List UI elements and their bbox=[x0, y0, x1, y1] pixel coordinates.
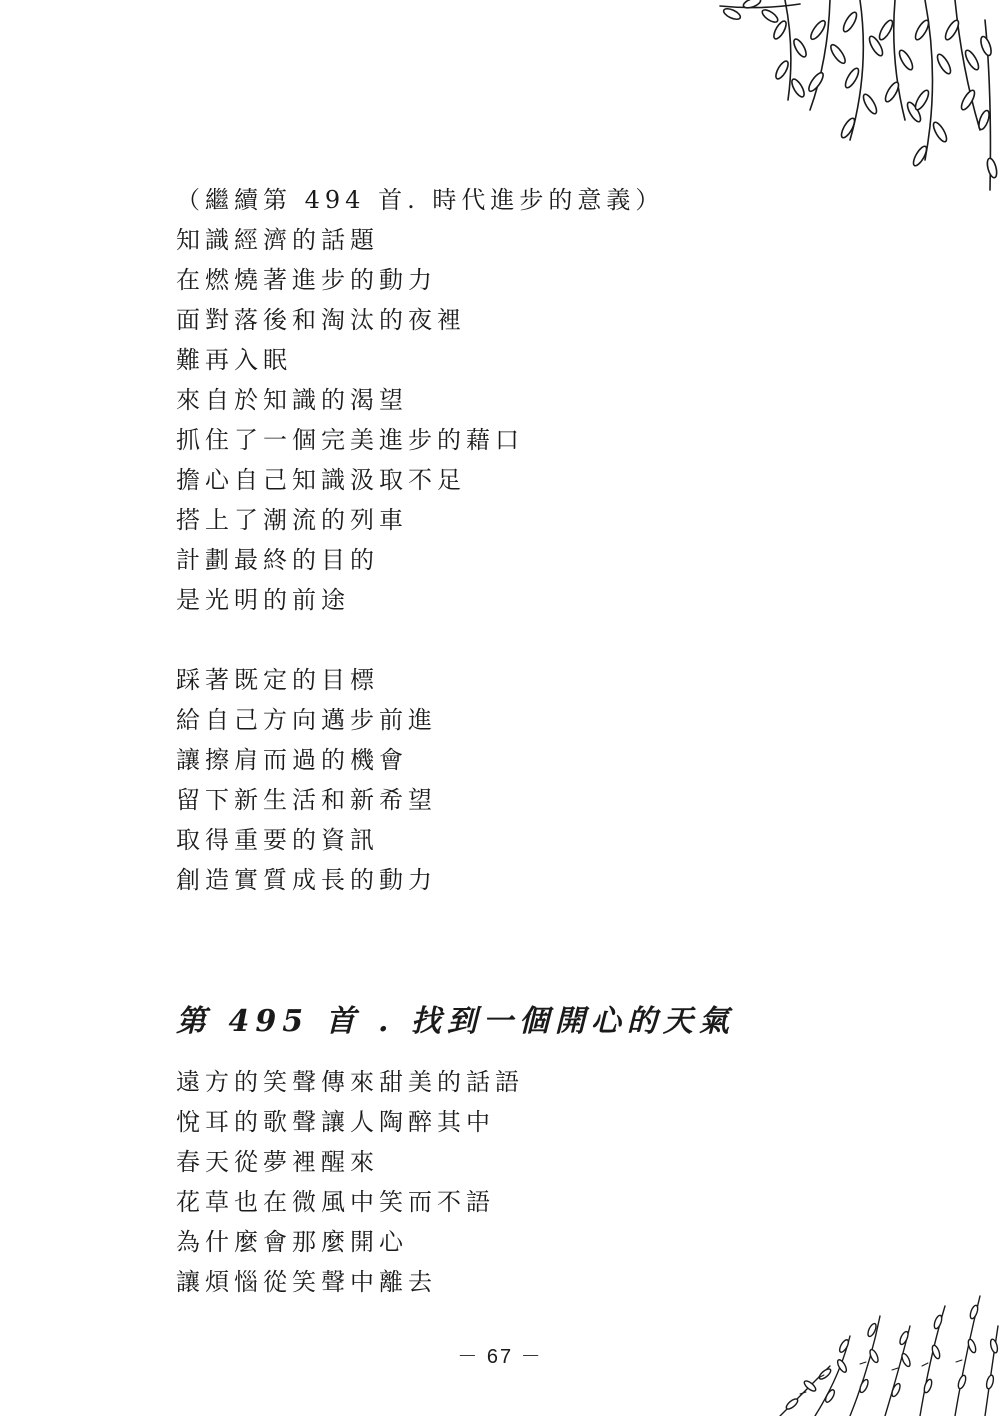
poem-line: 讓煩惱從笑聲中離去 bbox=[176, 1268, 437, 1296]
poem-line: 留下新生活和新希望 bbox=[176, 786, 437, 814]
poem-line: 為什麼會那麼開心 bbox=[176, 1228, 408, 1256]
poem-line: 難再入眠 bbox=[176, 346, 292, 374]
poem-line: 春天從夢裡醒來 bbox=[176, 1148, 379, 1176]
poem-line: 抓住了一個完美進步的藉口 bbox=[176, 426, 524, 454]
poem-line: 在燃燒著進步的動力 bbox=[176, 266, 437, 294]
poem-line: 踩著既定的目標 bbox=[176, 666, 379, 694]
poem-line: 遠方的笑聲傳來甜美的話語 bbox=[176, 1068, 524, 1096]
poem-line: 擔心自己知識汲取不足 bbox=[176, 466, 466, 494]
poem-line: （繼續第 494 首. 時代進步的意義） bbox=[176, 186, 665, 214]
poem-line: 來自於知識的渴望 bbox=[176, 386, 408, 414]
page-number: － 67 － bbox=[457, 1346, 543, 1368]
poem-line: 讓擦肩而過的機會 bbox=[176, 746, 408, 774]
herb-sprigs-illustration-icon bbox=[770, 1286, 1000, 1416]
poem-line: 悅耳的歌聲讓人陶醉其中 bbox=[176, 1108, 495, 1136]
poem-494-continued bbox=[176, 180, 664, 620]
poem-line: 給自己方向邁步前進 bbox=[176, 706, 437, 734]
hanging-leaves-illustration-icon bbox=[700, 0, 1000, 200]
poem-494-stanza-2 bbox=[176, 660, 437, 900]
poem-line: 搭上了潮流的列車 bbox=[176, 506, 408, 534]
poem-line: 面對落後和淘汰的夜裡 bbox=[176, 306, 466, 334]
poem-line: 知識經濟的話題 bbox=[176, 226, 379, 254]
poem-line: 創造實質成長的動力 bbox=[176, 866, 437, 894]
poem-line: 是光明的前途 bbox=[176, 586, 350, 614]
poem-line: 計劃最終的目的 bbox=[176, 546, 379, 574]
poem-495-body bbox=[176, 1062, 524, 1302]
poem-495-title: 第 495 首 . 找到一個開心的天氣 bbox=[176, 1004, 735, 1039]
poem-line: 取得重要的資訊 bbox=[176, 826, 379, 854]
poem-line: 花草也在微風中笑而不語 bbox=[176, 1188, 495, 1216]
